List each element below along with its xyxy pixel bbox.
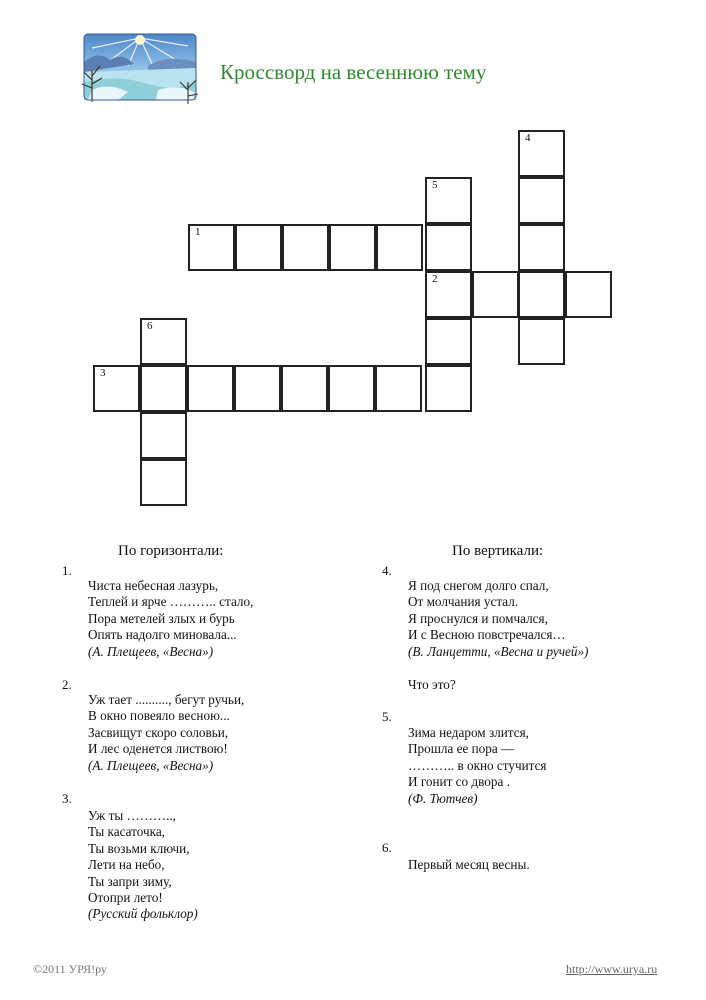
- down-clue-6: [408, 857, 530, 873]
- clue-source: (В. Ланцетти, «Весна и ручей»): [408, 643, 589, 659]
- clue-number-label: 4.: [382, 563, 392, 578]
- crossword-cell[interactable]: [375, 365, 422, 412]
- clue-number-1: 1: [195, 226, 201, 238]
- clue-line: Чиста небесная лазурь,: [88, 578, 219, 593]
- down-clue-5: [408, 725, 547, 807]
- clue-line: И с Весною повстречался…: [408, 627, 566, 643]
- down-heading: По вертикали:: [452, 543, 544, 559]
- crossword-cell[interactable]: [425, 271, 472, 318]
- clue-line: Ты запри зиму,: [88, 873, 172, 889]
- down-clue-4-question: [408, 677, 456, 693]
- crossword-cell[interactable]: [472, 271, 519, 318]
- crossword-cell[interactable]: [187, 365, 234, 412]
- crossword-cell[interactable]: [565, 271, 612, 318]
- clue-line: Уж ты ………..,: [88, 808, 176, 823]
- crossword-cell[interactable]: [140, 365, 187, 412]
- crossword-cell[interactable]: [140, 318, 187, 365]
- clue-line: Пора метелей злых и бурь: [88, 610, 235, 626]
- clue-line: Зима недаром злится,: [408, 725, 529, 740]
- clue-line: И лес оденется листвою!: [88, 741, 228, 757]
- clue-number-5: 5: [432, 179, 438, 191]
- across-clue-1: [88, 578, 253, 660]
- clue-line: Я проснулся и помчался,: [408, 610, 548, 626]
- clue-number-label: 6.: [382, 840, 392, 855]
- crossword-cell[interactable]: [281, 365, 328, 412]
- crossword-cell[interactable]: [282, 224, 329, 271]
- clue-line: Опять надолго миновала...: [88, 627, 237, 643]
- across-clue-3: [88, 808, 198, 923]
- crossword-cell[interactable]: [425, 365, 472, 412]
- site-link[interactable]: http://www.urya.ru: [566, 962, 658, 976]
- crossword-cell[interactable]: [518, 130, 565, 177]
- clue-line: Лети на небо,: [88, 857, 165, 873]
- clue-line: ……….. в окно стучится: [408, 757, 547, 773]
- clue-number-3: 3: [100, 367, 106, 379]
- crossword-cell[interactable]: [140, 459, 187, 506]
- crossword-cell[interactable]: [93, 365, 140, 412]
- crossword-cell[interactable]: [188, 224, 235, 271]
- clue-number-label: 3.: [62, 791, 72, 806]
- crossword-cell[interactable]: [376, 224, 423, 271]
- clue-line: Отопри лето!: [88, 890, 163, 906]
- clue-source: (Русский фольклор): [88, 906, 198, 922]
- clue-line: Уж тает .........., бегут ручьи,: [88, 692, 245, 707]
- clue-line: Первый месяц весны.: [408, 857, 530, 872]
- crossword-cell[interactable]: [425, 224, 472, 271]
- clue-line: От молчания устал.: [408, 594, 519, 610]
- page-title: Кроссворд на весеннюю тему: [220, 60, 487, 84]
- clue-number-2: 2: [432, 273, 438, 285]
- spring-landscape-logo: [78, 32, 202, 106]
- crossword-cell[interactable]: [425, 177, 472, 224]
- crossword-cell[interactable]: [329, 224, 376, 271]
- clue-number-label: 5.: [382, 709, 392, 724]
- clue-line: Ты касаточка,: [88, 824, 165, 840]
- clue-line: Теплей и ярче ……….. стало,: [88, 594, 254, 610]
- clue-number-4: 4: [525, 132, 531, 144]
- clue-line: И гонит со двора .: [408, 774, 510, 790]
- crossword-cell[interactable]: [140, 412, 187, 459]
- clue-line: Я под снегом долго спал,: [408, 578, 549, 593]
- crossword-cell[interactable]: [234, 365, 281, 412]
- down-clue-4: [408, 578, 588, 660]
- across-clue-2: [88, 692, 244, 774]
- across-heading: По горизонтали:: [118, 543, 224, 559]
- crossword-cell[interactable]: [518, 271, 565, 318]
- clue-number-6: 6: [147, 320, 153, 332]
- clue-source: (А. Плещеев, «Весна»): [88, 757, 214, 773]
- clue-source: (Ф. Тютчев): [408, 790, 478, 806]
- clue-number-label: 1.: [62, 563, 72, 578]
- clue-question: Что это?: [408, 677, 456, 692]
- crossword-cell[interactable]: [518, 318, 565, 365]
- crossword-cell[interactable]: [328, 365, 375, 412]
- copyright: ©2011 УРЯ!ру: [33, 962, 107, 976]
- clue-number-label: 2.: [62, 677, 72, 692]
- clue-line: Прошла ее пора —: [408, 741, 515, 757]
- crossword-cell[interactable]: [235, 224, 282, 271]
- clue-line: Засвищут скоро соловьи,: [88, 724, 229, 740]
- clue-line: Ты возьми ключи,: [88, 840, 190, 856]
- clue-source: (А. Плещеев, «Весна»): [88, 643, 214, 659]
- crossword-cell[interactable]: [425, 318, 472, 365]
- clue-line: В окно повеяло весною...: [88, 708, 230, 724]
- crossword-cell[interactable]: [518, 177, 565, 224]
- crossword-cell[interactable]: [518, 224, 565, 271]
